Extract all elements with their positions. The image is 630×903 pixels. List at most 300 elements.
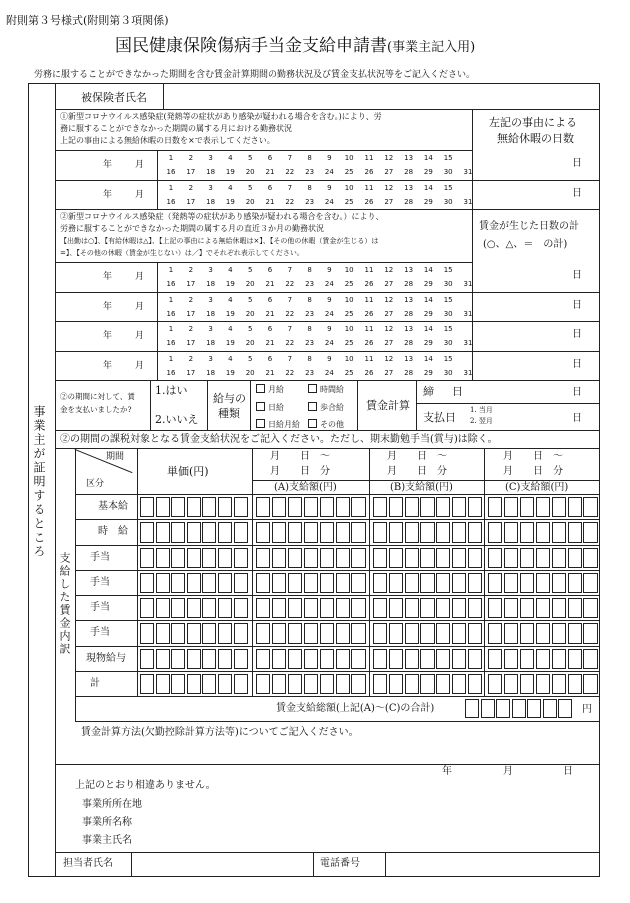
digit-cell[interactable]	[504, 497, 518, 517]
digit-cell[interactable]	[256, 548, 270, 568]
day-cell[interactable]: 11	[364, 154, 374, 162]
day-cell[interactable]: 20	[245, 168, 255, 176]
digit-cell[interactable]	[218, 598, 232, 618]
digit-cell[interactable]	[405, 548, 419, 568]
day-cell[interactable]: 3	[208, 266, 213, 274]
day-cell[interactable]: 13	[404, 154, 414, 162]
digit-cell[interactable]	[536, 548, 550, 568]
digit-cell[interactable]	[156, 522, 170, 542]
digit-cell[interactable]	[504, 598, 518, 618]
day-cell[interactable]: 3	[208, 354, 213, 363]
day-cell[interactable]: 18	[206, 168, 216, 176]
digit-cell[interactable]	[488, 522, 502, 542]
day-cell[interactable]: 16	[166, 368, 176, 377]
day-cell[interactable]: 1	[168, 154, 174, 162]
digit-cell[interactable]	[583, 649, 597, 669]
digit-cell[interactable]	[304, 548, 318, 568]
day-cell[interactable]: 9	[327, 295, 332, 304]
day-cell[interactable]: 16	[166, 309, 176, 318]
digit-cell[interactable]	[272, 674, 286, 694]
day-cell[interactable]: 25	[344, 368, 354, 377]
day-cell[interactable]: 6	[267, 154, 273, 162]
payment-no-option[interactable]: 2.いいえ	[155, 413, 199, 426]
day-cell[interactable]: 9	[327, 266, 332, 274]
digit-cell[interactable]	[389, 598, 403, 618]
day-cell[interactable]: 6	[267, 183, 273, 192]
digit-cell[interactable]	[405, 598, 419, 618]
digit-cell[interactable]	[202, 623, 216, 643]
day-cell[interactable]: 22	[285, 197, 295, 206]
day-cell[interactable]: 11	[364, 325, 374, 333]
day-cell[interactable]: 10	[344, 183, 354, 192]
digit-cell[interactable]	[468, 674, 482, 694]
digit-cell[interactable]	[488, 548, 502, 568]
digit-cell[interactable]	[202, 548, 216, 568]
day-cell[interactable]: 30	[443, 368, 453, 377]
digit-cell[interactable]	[202, 674, 216, 694]
day-cell[interactable]: 3	[208, 183, 213, 192]
day-cell[interactable]: 12	[384, 266, 394, 274]
day-cell[interactable]: 13	[404, 354, 414, 363]
day-cell[interactable]: 30	[443, 339, 453, 347]
digit-cell[interactable]	[336, 522, 350, 542]
day-cell[interactable]: 18	[206, 339, 216, 347]
day-cell[interactable]: 2	[188, 183, 194, 192]
digit-cell[interactable]	[156, 598, 170, 618]
digit-cell[interactable]	[256, 497, 270, 517]
day-cell[interactable]: 7	[287, 154, 293, 162]
digit-cell[interactable]	[420, 522, 434, 542]
day-count-field[interactable]	[473, 263, 568, 291]
digit-cell[interactable]	[420, 649, 434, 669]
day-cell[interactable]: 25	[344, 168, 354, 176]
digit-cell[interactable]	[234, 623, 248, 643]
digit-cell[interactable]	[468, 649, 482, 669]
digit-cell[interactable]	[420, 548, 434, 568]
day-cell[interactable]: 24	[324, 280, 334, 288]
digit-cell[interactable]	[520, 674, 534, 694]
digit-cell[interactable]	[536, 497, 550, 517]
total-digit-cell[interactable]	[481, 699, 495, 718]
day-count-field[interactable]	[473, 293, 568, 321]
day-count-field[interactable]	[473, 181, 568, 209]
digit-cell[interactable]	[536, 674, 550, 694]
digit-cell[interactable]	[452, 573, 466, 593]
digit-cell[interactable]	[436, 649, 450, 669]
digit-cell[interactable]	[256, 674, 270, 694]
day-cell[interactable]: 8	[307, 295, 312, 304]
digit-cell[interactable]	[187, 649, 201, 669]
digit-cell[interactable]	[405, 649, 419, 669]
digit-cell[interactable]	[504, 674, 518, 694]
digit-cell[interactable]	[234, 497, 248, 517]
digit-cell[interactable]	[351, 573, 365, 593]
digit-cell[interactable]	[304, 649, 318, 669]
day-cell[interactable]: 9	[327, 183, 332, 192]
salary-type-commission[interactable]: 歩合給	[308, 402, 344, 412]
day-cell[interactable]: 23	[305, 368, 315, 377]
day-cell[interactable]: 30	[443, 197, 453, 206]
digit-cell[interactable]	[373, 649, 387, 669]
digit-cell[interactable]	[389, 522, 403, 542]
salary-type-monthly[interactable]: 月給	[256, 384, 284, 394]
digit-cell[interactable]	[336, 649, 350, 669]
day-cell[interactable]: 29	[423, 280, 433, 288]
day-cell[interactable]: 29	[423, 368, 433, 377]
day-cell[interactable]: 1	[168, 354, 174, 363]
digit-cell[interactable]	[420, 497, 434, 517]
digit-cell[interactable]	[218, 674, 232, 694]
day-cell[interactable]: 8	[307, 325, 312, 333]
digit-cell[interactable]	[140, 497, 154, 517]
day-cell[interactable]: 7	[287, 295, 293, 304]
day-cell[interactable]: 2	[188, 325, 194, 333]
day-cell[interactable]: 31	[463, 339, 473, 347]
digit-cell[interactable]	[320, 497, 334, 517]
digit-cell[interactable]	[187, 623, 201, 643]
digit-cell[interactable]	[373, 623, 387, 643]
day-cell[interactable]: 25	[344, 280, 354, 288]
digit-cell[interactable]	[218, 548, 232, 568]
digit-cell[interactable]	[351, 522, 365, 542]
digit-cell[interactable]	[234, 522, 248, 542]
day-cell[interactable]: 21	[265, 168, 275, 176]
digit-cell[interactable]	[520, 522, 534, 542]
digit-cell[interactable]	[373, 573, 387, 593]
digit-cell[interactable]	[520, 598, 534, 618]
payday-option-current[interactable]: 1. 当月	[470, 406, 493, 414]
digit-cell[interactable]	[504, 649, 518, 669]
day-cell[interactable]: 19	[225, 309, 235, 318]
day-cell[interactable]: 9	[327, 325, 332, 333]
digit-cell[interactable]	[405, 573, 419, 593]
day-cell[interactable]: 21	[265, 309, 275, 318]
digit-cell[interactable]	[320, 598, 334, 618]
digit-cell[interactable]	[436, 674, 450, 694]
digit-cell[interactable]	[218, 623, 232, 643]
day-cell[interactable]: 3	[208, 325, 213, 333]
day-cell[interactable]: 25	[344, 309, 354, 318]
digit-cell[interactable]	[320, 522, 334, 542]
total-digit-cell[interactable]	[496, 699, 510, 718]
digit-cell[interactable]	[336, 573, 350, 593]
day-cell[interactable]: 6	[267, 354, 273, 363]
digit-cell[interactable]	[373, 497, 387, 517]
day-cell[interactable]: 3	[208, 154, 213, 162]
day-cell[interactable]: 18	[206, 309, 216, 318]
digit-cell[interactable]	[218, 522, 232, 542]
day-cell[interactable]: 22	[285, 368, 295, 377]
day-cell[interactable]: 17	[186, 368, 196, 377]
digit-cell[interactable]	[156, 623, 170, 643]
digit-cell[interactable]	[140, 598, 154, 618]
digit-cell[interactable]	[320, 674, 334, 694]
phone-field[interactable]	[386, 853, 599, 876]
digit-cell[interactable]	[488, 598, 502, 618]
day-cell[interactable]: 30	[443, 168, 453, 176]
digit-cell[interactable]	[436, 623, 450, 643]
day-cell[interactable]: 23	[305, 309, 315, 318]
digit-cell[interactable]	[187, 548, 201, 568]
digit-cell[interactable]	[583, 497, 597, 517]
digit-cell[interactable]	[536, 623, 550, 643]
digit-cell[interactable]	[552, 623, 566, 643]
digit-cell[interactable]	[373, 598, 387, 618]
digit-cell[interactable]	[536, 573, 550, 593]
digit-cell[interactable]	[436, 497, 450, 517]
day-cell[interactable]: 1	[168, 266, 174, 274]
day-count-field[interactable]	[473, 322, 568, 350]
digit-cell[interactable]	[336, 623, 350, 643]
digit-cell[interactable]	[583, 674, 597, 694]
day-cell[interactable]: 20	[245, 309, 255, 318]
day-cell[interactable]: 27	[384, 280, 394, 288]
digit-cell[interactable]	[568, 598, 582, 618]
day-cell[interactable]: 29	[423, 309, 433, 318]
digit-cell[interactable]	[187, 598, 201, 618]
digit-cell[interactable]	[156, 497, 170, 517]
day-cell[interactable]: 23	[305, 168, 315, 176]
digit-cell[interactable]	[389, 548, 403, 568]
digit-cell[interactable]	[156, 674, 170, 694]
day-cell[interactable]: 26	[364, 197, 374, 206]
day-cell[interactable]: 22	[285, 168, 295, 176]
digit-cell[interactable]	[488, 623, 502, 643]
digit-cell[interactable]	[272, 522, 286, 542]
digit-cell[interactable]	[304, 598, 318, 618]
day-count-field[interactable]	[473, 352, 568, 380]
day-cell[interactable]: 17	[186, 168, 196, 176]
total-digit-cell[interactable]	[558, 699, 572, 718]
day-cell[interactable]: 3	[208, 295, 213, 304]
digit-cell[interactable]	[218, 649, 232, 669]
day-cell[interactable]: 16	[166, 197, 176, 206]
digit-cell[interactable]	[568, 623, 582, 643]
digit-cell[interactable]	[520, 548, 534, 568]
day-cell[interactable]: 27	[384, 197, 394, 206]
day-cell[interactable]: 15	[443, 295, 453, 304]
day-cell[interactable]: 11	[364, 266, 374, 274]
day-cell[interactable]: 24	[324, 339, 334, 347]
digit-cell[interactable]	[452, 674, 466, 694]
day-cell[interactable]: 20	[245, 197, 255, 206]
digit-cell[interactable]	[336, 674, 350, 694]
payday-option-next[interactable]: 2. 翌月	[470, 417, 493, 425]
digit-cell[interactable]	[171, 548, 185, 568]
day-cell[interactable]: 24	[324, 168, 334, 176]
day-cell[interactable]: 6	[267, 325, 273, 333]
digit-cell[interactable]	[351, 497, 365, 517]
digit-cell[interactable]	[436, 598, 450, 618]
digit-cell[interactable]	[171, 674, 185, 694]
digit-cell[interactable]	[288, 522, 302, 542]
digit-cell[interactable]	[256, 623, 270, 643]
digit-cell[interactable]	[171, 623, 185, 643]
digit-cell[interactable]	[140, 649, 154, 669]
day-cell[interactable]: 10	[344, 354, 354, 363]
digit-cell[interactable]	[436, 573, 450, 593]
business-owner-field[interactable]	[160, 833, 590, 849]
day-cell[interactable]: 1	[168, 183, 174, 192]
digit-cell[interactable]	[336, 497, 350, 517]
digit-cell[interactable]	[436, 522, 450, 542]
day-cell[interactable]: 27	[384, 339, 394, 347]
day-cell[interactable]: 13	[404, 295, 414, 304]
digit-cell[interactable]	[504, 573, 518, 593]
day-cell[interactable]: 21	[265, 339, 275, 347]
day-cell[interactable]: 19	[225, 339, 235, 347]
day-cell[interactable]: 5	[247, 295, 253, 304]
day-cell[interactable]: 28	[404, 280, 414, 288]
digit-cell[interactable]	[336, 548, 350, 568]
day-cell[interactable]: 5	[247, 354, 253, 363]
day-cell[interactable]: 23	[305, 339, 315, 347]
total-digit-cell[interactable]	[465, 699, 479, 718]
day-cell[interactable]: 7	[287, 354, 293, 363]
digit-cell[interactable]	[202, 598, 216, 618]
digit-cell[interactable]	[452, 598, 466, 618]
business-name-field[interactable]	[160, 815, 590, 831]
digit-cell[interactable]	[568, 573, 582, 593]
digit-cell[interactable]	[140, 623, 154, 643]
digit-cell[interactable]	[320, 623, 334, 643]
digit-cell[interactable]	[171, 649, 185, 669]
digit-cell[interactable]	[568, 674, 582, 694]
day-cell[interactable]: 14	[423, 266, 433, 274]
digit-cell[interactable]	[568, 497, 582, 517]
digit-cell[interactable]	[389, 674, 403, 694]
day-cell[interactable]: 29	[423, 197, 433, 206]
digit-cell[interactable]	[256, 598, 270, 618]
day-cell[interactable]: 19	[225, 197, 235, 206]
digit-cell[interactable]	[304, 522, 318, 542]
digit-cell[interactable]	[552, 649, 566, 669]
digit-cell[interactable]	[171, 598, 185, 618]
day-cell[interactable]: 4	[228, 325, 233, 333]
day-cell[interactable]: 4	[228, 266, 233, 274]
day-cell[interactable]: 18	[206, 280, 216, 288]
salary-type-other[interactable]: その他	[308, 419, 344, 429]
day-cell[interactable]: 24	[324, 368, 334, 377]
digit-cell[interactable]	[552, 548, 566, 568]
day-cell[interactable]: 8	[307, 183, 312, 192]
day-cell[interactable]: 15	[443, 354, 453, 363]
day-cell[interactable]: 2	[188, 295, 194, 304]
day-cell[interactable]: 17	[186, 197, 196, 206]
digit-cell[interactable]	[452, 522, 466, 542]
day-cell[interactable]: 31	[463, 197, 473, 206]
digit-cell[interactable]	[504, 548, 518, 568]
day-count-field[interactable]	[473, 151, 568, 179]
digit-cell[interactable]	[304, 674, 318, 694]
day-cell[interactable]: 21	[265, 368, 275, 377]
digit-cell[interactable]	[373, 522, 387, 542]
day-cell[interactable]: 21	[265, 280, 275, 288]
day-cell[interactable]: 16	[166, 339, 176, 347]
digit-cell[interactable]	[272, 623, 286, 643]
total-digit-cell[interactable]	[543, 699, 557, 718]
day-cell[interactable]: 2	[188, 266, 194, 274]
digit-cell[interactable]	[389, 497, 403, 517]
day-cell[interactable]: 14	[423, 354, 433, 363]
digit-cell[interactable]	[389, 623, 403, 643]
day-cell[interactable]: 8	[307, 266, 312, 274]
digit-cell[interactable]	[171, 573, 185, 593]
day-cell[interactable]: 15	[443, 154, 453, 162]
digit-cell[interactable]	[420, 623, 434, 643]
digit-cell[interactable]	[140, 573, 154, 593]
digit-cell[interactable]	[583, 548, 597, 568]
digit-cell[interactable]	[405, 522, 419, 542]
day-cell[interactable]: 16	[166, 168, 176, 176]
day-cell[interactable]: 25	[344, 197, 354, 206]
day-cell[interactable]: 28	[404, 168, 414, 176]
day-cell[interactable]: 5	[247, 325, 253, 333]
digit-cell[interactable]	[202, 649, 216, 669]
digit-cell[interactable]	[351, 548, 365, 568]
contact-name-field[interactable]	[132, 853, 312, 876]
day-cell[interactable]: 29	[423, 168, 433, 176]
day-cell[interactable]: 13	[404, 266, 414, 274]
day-cell[interactable]: 14	[423, 325, 433, 333]
day-cell[interactable]: 17	[186, 339, 196, 347]
day-cell[interactable]: 7	[287, 325, 293, 333]
digit-cell[interactable]	[202, 522, 216, 542]
digit-cell[interactable]	[389, 573, 403, 593]
day-cell[interactable]: 10	[344, 295, 354, 304]
digit-cell[interactable]	[389, 649, 403, 669]
day-cell[interactable]: 28	[404, 368, 414, 377]
digit-cell[interactable]	[234, 573, 248, 593]
digit-cell[interactable]	[234, 674, 248, 694]
day-cell[interactable]: 22	[285, 280, 295, 288]
digit-cell[interactable]	[520, 649, 534, 669]
day-cell[interactable]: 25	[344, 339, 354, 347]
salary-type-daily[interactable]: 日給	[256, 402, 284, 412]
digit-cell[interactable]	[272, 598, 286, 618]
day-cell[interactable]: 4	[228, 354, 233, 363]
digit-cell[interactable]	[405, 623, 419, 643]
day-cell[interactable]: 14	[423, 154, 433, 162]
digit-cell[interactable]	[351, 598, 365, 618]
digit-cell[interactable]	[552, 497, 566, 517]
digit-cell[interactable]	[272, 649, 286, 669]
day-cell[interactable]: 30	[443, 309, 453, 318]
digit-cell[interactable]	[405, 674, 419, 694]
digit-cell[interactable]	[288, 649, 302, 669]
digit-cell[interactable]	[583, 623, 597, 643]
day-cell[interactable]: 11	[364, 295, 374, 304]
digit-cell[interactable]	[320, 573, 334, 593]
day-cell[interactable]: 8	[307, 154, 312, 162]
digit-cell[interactable]	[552, 674, 566, 694]
day-cell[interactable]: 11	[364, 183, 374, 192]
digit-cell[interactable]	[488, 573, 502, 593]
digit-cell[interactable]	[351, 623, 365, 643]
digit-cell[interactable]	[320, 548, 334, 568]
digit-cell[interactable]	[218, 497, 232, 517]
day-cell[interactable]: 5	[247, 154, 253, 162]
digit-cell[interactable]	[452, 548, 466, 568]
digit-cell[interactable]	[288, 548, 302, 568]
digit-cell[interactable]	[187, 522, 201, 542]
digit-cell[interactable]	[351, 649, 365, 669]
day-cell[interactable]: 9	[327, 354, 332, 363]
digit-cell[interactable]	[156, 573, 170, 593]
digit-cell[interactable]	[234, 649, 248, 669]
day-cell[interactable]: 29	[423, 339, 433, 347]
digit-cell[interactable]	[256, 573, 270, 593]
